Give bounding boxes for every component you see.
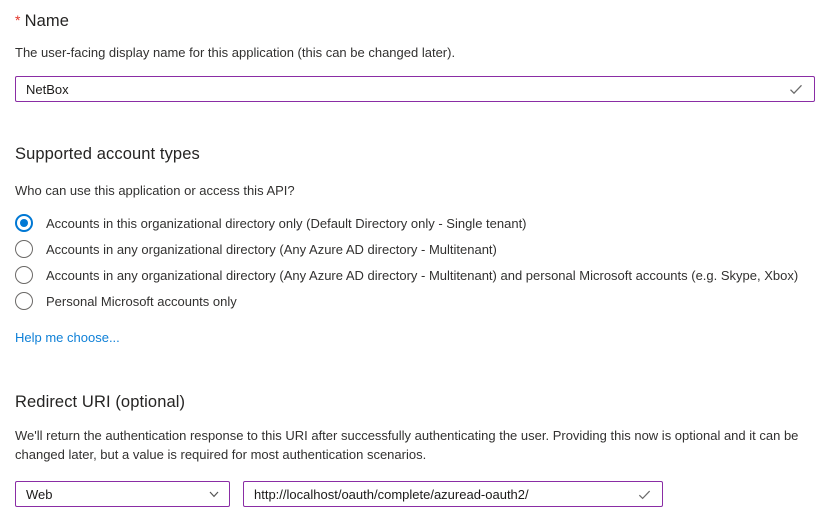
redirect-uri-description: We'll return the authentication response to this URI after successfully authenticating the user. Providing this now is optional and it can be changed later, but a value is required for most authentication scenarios. (15, 428, 799, 462)
radio-option-single-tenant[interactable] (15, 210, 815, 236)
redirect-uri-input[interactable] (243, 481, 663, 507)
name-title-label: Name (24, 12, 69, 30)
radio-button-icon[interactable] (15, 214, 33, 232)
radio-button-icon[interactable] (15, 292, 33, 310)
redirect-uri-title: Redirect URI (optional) (15, 393, 186, 411)
checkmark-icon (637, 487, 652, 502)
radio-option-label[interactable]: Accounts in this organizational directory only (Default Directory only - Single tenant) (46, 215, 527, 231)
account-types-radio-group (15, 210, 815, 314)
required-asterisk: * (15, 12, 21, 28)
account-types-question: Who can use this application or access this API? (15, 183, 295, 198)
radio-option-label[interactable]: Accounts in any organizational directory (Any Azure AD directory - Multitenant) and personal Microsoft accounts (e.g. Skype, Xbox) (46, 267, 799, 283)
radio-option-multitenant-personal[interactable] (15, 262, 815, 288)
help-me-choose-link[interactable]: Help me choose... (15, 330, 120, 345)
radio-option-multitenant[interactable] (15, 236, 815, 262)
account-types-title: Supported account types (15, 145, 200, 163)
radio-option-label[interactable]: Accounts in any organizational directory (Any Azure AD directory - Multitenant) (46, 241, 497, 257)
redirect-uri-row (15, 481, 815, 507)
name-section-title (15, 12, 815, 31)
name-description: The user-facing display name for this application (this can be changed later). (15, 45, 456, 60)
checkmark-icon (788, 81, 804, 97)
radio-button-icon[interactable] (15, 266, 33, 284)
platform-select[interactable] (15, 481, 230, 507)
name-input-value[interactable]: NetBox (26, 81, 69, 97)
name-input[interactable] (15, 76, 815, 102)
radio-button-icon[interactable] (15, 240, 33, 258)
redirect-uri-input-value[interactable]: http://localhost/oauth/complete/azuread-oauth2/ (254, 486, 529, 502)
radio-option-personal-only[interactable] (15, 288, 815, 314)
radio-option-label[interactable]: Personal Microsoft accounts only (46, 293, 237, 309)
platform-select-value[interactable]: Web (26, 486, 53, 502)
chevron-down-icon (207, 487, 221, 501)
